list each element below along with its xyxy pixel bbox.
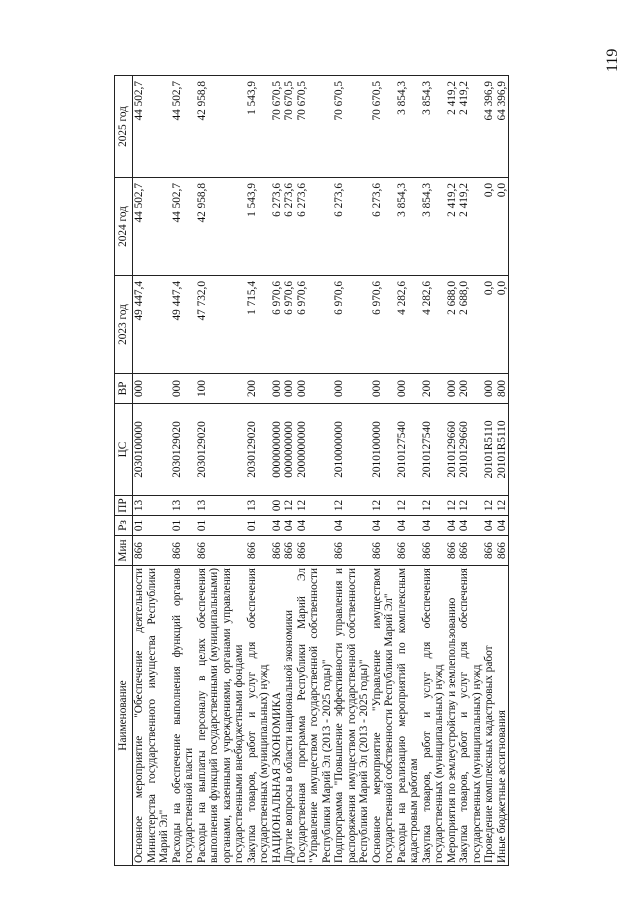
row-2025: 44 502,7 [171,76,196,178]
row-pr: 12 [333,496,371,516]
row-name: Иные бюджетные ассигнования [496,566,509,866]
row-vr: 000 [333,374,371,404]
row-pr: 00 [271,496,284,516]
row-2024: 44 502,7 [171,178,196,276]
row-2024: 1 543,9 [246,178,271,276]
header-name: Наименование [115,566,133,866]
header-cs: ЦС [115,404,133,496]
table-row [283,76,296,866]
row-pr: 13 [133,496,171,516]
row-rz: 04 [496,516,509,536]
row-name: Подпрограмма "Повышение эффективности управления и распоряжения имуществом государственной собственности Республики Марий Эл (2013 - 2025 годы)" [333,566,371,866]
row-name: Проведение комплексных кадастровых работ [483,566,496,866]
row-2023: 2 688,0 [446,276,459,374]
row-2023: 6 970,6 [283,276,296,374]
row-vr: 000 [483,374,496,404]
row-pr: 13 [171,496,196,516]
row-2024: 6 273,6 [271,178,284,276]
row-pr: 12 [396,496,421,516]
table-row [496,76,509,866]
row-2023: 49 447,4 [133,276,171,374]
row-rz: 04 [458,516,483,536]
header-2024: 2024 год [115,178,133,276]
row-name: Закупка товаров, работ и услуг для обеспечения государственных (муниципальных) нужд [246,566,271,866]
row-vr: 100 [196,374,246,404]
row-pr: 12 [421,496,446,516]
row-cs: 0000000000 [271,404,284,496]
row-vr: 000 [133,374,171,404]
row-rz: 04 [446,516,459,536]
header-rz: Рз [115,516,133,536]
row-2023: 2 688,0 [458,276,483,374]
row-2024: 2 419,2 [458,178,483,276]
row-vr: 200 [458,374,483,404]
rotated-table-sheet [114,76,594,866]
row-2024: 0,0 [483,178,496,276]
row-2024: 3 854,3 [396,178,421,276]
row-vr: 000 [271,374,284,404]
row-2025: 70 670,5 [296,76,334,178]
row-2025: 64 396,9 [483,76,496,178]
row-pr: 12 [496,496,509,516]
table-row [133,76,171,866]
row-min: 866 [333,536,371,566]
row-2023: 6 970,6 [333,276,371,374]
row-min: 866 [271,536,284,566]
row-2023: 47 732,0 [196,276,246,374]
row-min: 866 [483,536,496,566]
row-rz: 01 [133,516,171,536]
row-rz: 04 [396,516,421,536]
row-cs: 2010129660 [446,404,459,496]
row-cs: 2010127540 [396,404,421,496]
row-min: 866 [246,536,271,566]
header-vr: ВР [115,374,133,404]
row-min: 866 [171,536,196,566]
row-min: 866 [446,536,459,566]
row-name: Мероприятия по землеустройству и землепользованию [446,566,459,866]
table-row [396,76,421,866]
row-name: Основное мероприятие "Управление имуществом государственной собственности Республики Марий Эл" [371,566,396,866]
row-rz: 04 [421,516,446,536]
row-name: Другие вопросы в области национальной экономики [283,566,296,866]
row-2025: 70 670,5 [333,76,371,178]
row-cs: 20101R5110 [496,404,509,496]
table-row [483,76,496,866]
row-2025: 70 670,5 [371,76,396,178]
table-row [271,76,284,866]
row-min: 866 [371,536,396,566]
page-number: 119 [604,48,621,72]
row-name: Государственная программа Республики Марий Эл "Управление имуществом государственной собственности Республики Марий Эл (2013 - 2025 годы)" [296,566,334,866]
row-2025: 42 958,8 [196,76,246,178]
row-min: 866 [421,536,446,566]
row-2023: 0,0 [496,276,509,374]
row-min: 866 [196,536,246,566]
row-min: 866 [496,536,509,566]
row-rz: 04 [271,516,284,536]
row-2025: 3 854,3 [421,76,446,178]
row-vr: 200 [421,374,446,404]
row-2024: 6 273,6 [333,178,371,276]
row-cs: 2030100000 [133,404,171,496]
row-vr: 200 [246,374,271,404]
row-cs: 2030129020 [246,404,271,496]
table-row [171,76,196,866]
header-pr: ПР [115,496,133,516]
row-cs: 2010000000 [333,404,371,496]
row-2023: 4 282,6 [396,276,421,374]
row-2023: 6 970,6 [271,276,284,374]
row-name: Расходы на выплаты персоналу в целях обеспечения выполнения функций государственными (муниципальными) органами, казенными учреждениями, органами управления государственными внебюджетными фондами [196,566,246,866]
row-rz: 04 [283,516,296,536]
table-row [296,76,334,866]
row-name: Основное мероприятие "Обеспечение деятельности Министерства государственного имущества Республики Марий Эл" [133,566,171,866]
row-2024: 6 273,6 [283,178,296,276]
row-2025: 1 543,9 [246,76,271,178]
row-rz: 04 [296,516,334,536]
row-pr: 12 [458,496,483,516]
row-2024: 0,0 [496,178,509,276]
table-row [446,76,459,866]
row-cs: 2010100000 [371,404,396,496]
row-cs: 2010129660 [458,404,483,496]
row-2024: 3 854,3 [421,178,446,276]
row-pr: 12 [371,496,396,516]
row-rz: 04 [371,516,396,536]
row-rz: 01 [196,516,246,536]
row-min: 866 [283,536,296,566]
row-vr: 000 [446,374,459,404]
budget-table [114,75,509,866]
row-cs: 2030129020 [171,404,196,496]
row-2025: 2 419,2 [446,76,459,178]
table-row [333,76,371,866]
row-cs: 20101R5110 [483,404,496,496]
row-cs: 2030129020 [196,404,246,496]
row-name: Расходы на обеспечение выполнения функций органов государственной власти [171,566,196,866]
row-name: Закупка товаров, работ и услуг для обеспечения государственных (муниципальных) нужд [421,566,446,866]
row-name: НАЦИОНАЛЬНАЯ ЭКОНОМИКА [271,566,284,866]
row-2024: 6 273,6 [371,178,396,276]
row-2024: 6 273,6 [296,178,334,276]
row-2024: 44 502,7 [133,178,171,276]
row-2025: 3 854,3 [396,76,421,178]
row-min: 866 [296,536,334,566]
row-name: Расходы на реализацию мероприятий по комплексным кадастровым работам [396,566,421,866]
row-min: 866 [396,536,421,566]
row-pr: 12 [446,496,459,516]
row-pr: 13 [246,496,271,516]
table-row [421,76,446,866]
row-2024: 42 958,8 [196,178,246,276]
row-vr: 000 [371,374,396,404]
row-cs: 2000000000 [296,404,334,496]
row-2023: 1 715,4 [246,276,271,374]
row-pr: 12 [296,496,334,516]
row-2025: 44 502,7 [133,76,171,178]
row-vr: 000 [396,374,421,404]
header-row [115,76,133,866]
row-pr: 12 [483,496,496,516]
header-min: Мин [115,536,133,566]
row-rz: 01 [246,516,271,536]
row-2025: 64 396,9 [496,76,509,178]
table-row [371,76,396,866]
row-rz: 04 [483,516,496,536]
row-2025: 2 419,2 [458,76,483,178]
row-2024: 2 419,2 [446,178,459,276]
row-2023: 6 970,6 [371,276,396,374]
row-vr: 000 [283,374,296,404]
row-rz: 04 [333,516,371,536]
row-2023: 6 970,6 [296,276,334,374]
table-row [246,76,271,866]
row-min: 866 [458,536,483,566]
row-2025: 70 670,5 [283,76,296,178]
row-vr: 000 [296,374,334,404]
row-vr: 800 [496,374,509,404]
row-2023: 49 447,4 [171,276,196,374]
row-min: 866 [133,536,171,566]
row-pr: 13 [196,496,246,516]
row-pr: 12 [283,496,296,516]
row-cs: 0000000000 [283,404,296,496]
table-row [458,76,483,866]
row-cs: 2010127540 [421,404,446,496]
row-2025: 70 670,5 [271,76,284,178]
row-2023: 4 282,6 [421,276,446,374]
header-2023: 2023 год [115,276,133,374]
row-2023: 0,0 [483,276,496,374]
row-name: Закупка товаров, работ и услуг для обеспечения государственных (муниципальных) нужд [458,566,483,866]
table-row [196,76,246,866]
header-2025: 2025 год [115,76,133,178]
row-vr: 000 [171,374,196,404]
row-rz: 01 [171,516,196,536]
